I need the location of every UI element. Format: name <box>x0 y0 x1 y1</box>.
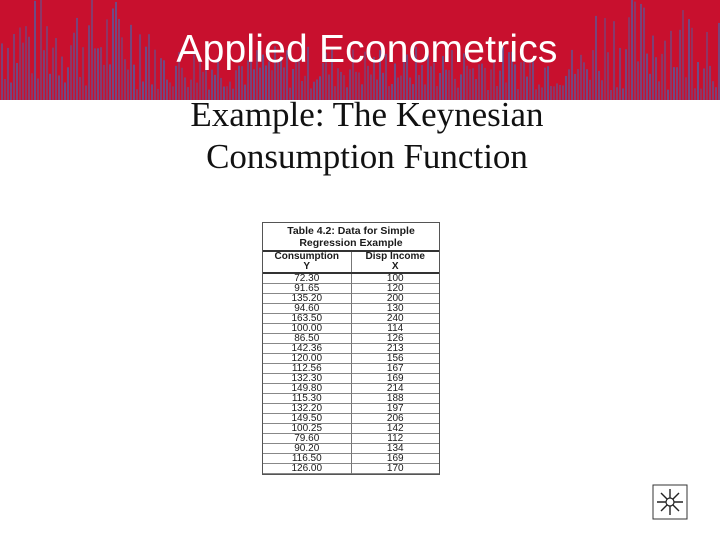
table-row <box>263 324 439 334</box>
income-cell: 197 <box>351 404 439 414</box>
consumption-cell: 126.00 <box>291 463 323 474</box>
consumption-cell: 135.20 <box>291 293 323 304</box>
income-cell: 142 <box>351 424 439 434</box>
consumption-cell: 112.56 <box>291 363 322 374</box>
consumption-cell: 86.50 <box>294 333 320 344</box>
slide-title-line2: Consumption Function <box>206 137 528 176</box>
header-banner <box>0 0 720 100</box>
table-row <box>263 424 439 434</box>
consumption-cell: 115.30 <box>291 393 322 404</box>
table-row <box>263 434 439 444</box>
income-cell: 213 <box>351 344 439 354</box>
consumption-cell: 94.60 <box>294 303 320 314</box>
table-row <box>263 374 439 384</box>
consumption-cell: 100.00 <box>291 323 323 334</box>
consumption-cell: 132.30 <box>291 373 323 384</box>
income-cell: 169 <box>351 374 439 384</box>
table-row <box>263 273 439 284</box>
income-cell: 156 <box>351 354 439 364</box>
table-row <box>263 294 439 304</box>
table-caption-line1: Table 4.2: Data for Simple <box>287 225 415 237</box>
consumption-cell: 132.20 <box>291 403 323 414</box>
income-cell: 169 <box>351 454 439 464</box>
table-body <box>263 273 439 474</box>
income-cell: 100 <box>351 273 439 284</box>
table-row <box>263 344 439 354</box>
slide-title-line1: Example: The Keynesian <box>190 95 544 134</box>
table-row <box>263 454 439 464</box>
consumption-cell: 90.20 <box>294 443 320 454</box>
consumption-cell: 116.50 <box>291 453 322 464</box>
table-row <box>263 464 439 474</box>
consumption-cell: 72.30 <box>294 273 320 284</box>
consumption-cell: 149.50 <box>291 413 323 424</box>
slide-title <box>0 94 720 178</box>
income-cell: 240 <box>351 314 439 324</box>
table-caption-line2: Regression Example <box>299 237 403 249</box>
consumption-cell: 91.65 <box>294 283 320 294</box>
income-cell: 112 <box>351 434 439 444</box>
income-cell: 120 <box>351 284 439 294</box>
consumption-cell: 120.00 <box>291 353 323 364</box>
table-row <box>263 444 439 454</box>
income-cell: 206 <box>351 414 439 424</box>
consumption-cell: 142.36 <box>291 343 323 354</box>
column-symbol-y: Y <box>263 262 351 273</box>
consumption-cell: 79.60 <box>294 433 320 444</box>
income-cell: 134 <box>351 444 439 454</box>
data-table <box>262 222 440 475</box>
income-cell: 130 <box>351 304 439 314</box>
table-row <box>263 314 439 324</box>
table-row <box>263 364 439 374</box>
table-row <box>263 414 439 424</box>
table-row <box>263 354 439 364</box>
income-cell: 170 <box>351 464 439 474</box>
consumption-cell: 149.80 <box>291 383 323 394</box>
income-cell: 200 <box>351 294 439 304</box>
table-row <box>263 304 439 314</box>
consumption-cell: 163.50 <box>291 313 323 324</box>
income-cell: 188 <box>351 394 439 404</box>
consumption-cell: 100.25 <box>291 423 323 434</box>
table-row <box>263 334 439 344</box>
table-row <box>263 394 439 404</box>
column-header-disp-income: Disp Income <box>351 251 439 262</box>
column-symbol-x: X <box>351 262 439 273</box>
header-title: Applied Econometrics <box>176 28 558 71</box>
income-cell: 114 <box>351 324 439 334</box>
regression-table <box>263 250 439 474</box>
column-header-consumption: Consumption <box>263 251 351 262</box>
income-cell: 126 <box>351 334 439 344</box>
table-row <box>263 404 439 414</box>
table-caption <box>263 223 439 250</box>
income-cell: 214 <box>351 384 439 394</box>
starburst-logo-icon <box>652 484 688 520</box>
income-cell: 167 <box>351 364 439 374</box>
table-row <box>263 384 439 394</box>
table-row <box>263 284 439 294</box>
